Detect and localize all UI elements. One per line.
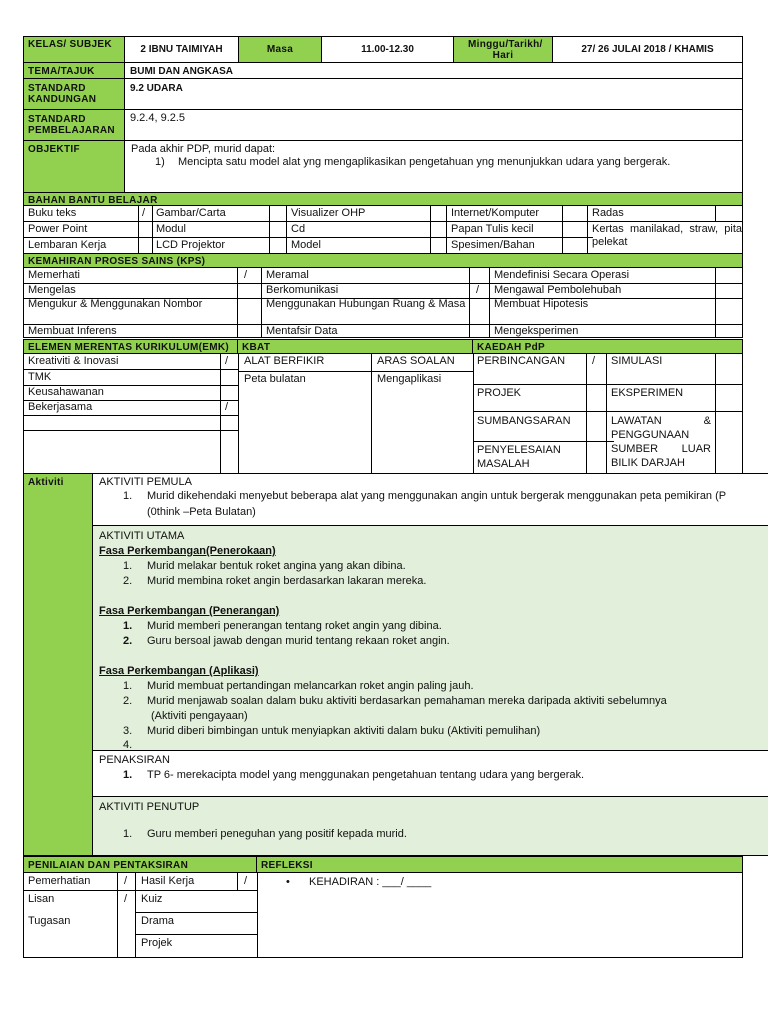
kps-hipotesis: Membuat Hipotesis [494,298,589,310]
fasa3-item: Murid diberi bimbingan untuk menyiapkan aktiviti dalam buku (Aktiviti pemulihan) [147,725,541,737]
bbb-cd: Cd [291,223,306,235]
refleksi-kehadiran: KEHADIRAN : ___/ ____ [309,876,432,888]
penilaian-refleksi-table [23,872,743,958]
penilaian-lisan: Lisan [28,893,55,905]
bbb-power-point: Power Point [28,223,88,235]
fasa3-num: 4. [123,739,133,751]
penilaian-title: PENILAIAN DAN PENTAKSIRAN [23,856,257,873]
penilaian-hasil-mark: / [244,875,248,887]
kps-meramal: Meramal [266,269,309,281]
fasa2-num: 2. [123,635,133,647]
objektif-box [124,140,743,193]
fasa2-item: Murid memberi penerangan tentang roket angin yang dibina. [147,620,442,632]
kaedah-simulasi: SIMULASI [611,355,663,367]
objektif-label: OBJEKTIF [23,140,125,193]
kps-memerhati: Memerhati [28,269,80,281]
fasa1-num: 1. [123,560,133,572]
fasa1-num: 2. [123,575,133,587]
penutup-num: 1. [123,828,133,840]
kbat-aras-label: ARAS SOALAN [377,355,455,367]
bbb-radas: Radas [592,207,624,219]
emk-mark: / [225,401,229,413]
penilaian-projek: Projek [141,937,173,949]
minggu-label: Minggu/Tarikh/ Hari [453,36,553,63]
bbb-gambar: Gambar/Carta [156,207,226,219]
sp-value: 9.2.4, 9.2.5 [124,109,743,141]
kaedah-sumbang: SUMBANGSARAN [477,415,571,427]
tema-value: BUMI DAN ANGKASA [124,62,743,79]
bbb-papan: Papan Tulis kecil [451,223,534,235]
kbat-title: KBAT [237,339,473,354]
objektif-intro: Pada akhir PDP, murid dapat: [131,143,276,155]
fasa1-item: Murid membina roket angin berdasarkan lakaran mereka. [147,575,427,587]
bbb-table [23,205,743,254]
kps-memerhati-mark: / [244,269,248,281]
fasa2-title: Fasa Perkembangan (Penerangan) [99,605,280,617]
kps-berkomunikasi-mark: / [476,284,480,296]
kbat-alat-value: Peta bulatan [244,373,306,385]
masa-label: Masa [238,36,322,63]
penilaian-lisan-mark: / [124,893,128,905]
masa-value: 11.00-12.30 [321,36,454,63]
kps-inferens: Membuat Inferens [28,325,117,337]
fasa1-item: Murid melakar bentuk roket angina yang akan dibina. [147,560,406,572]
penilaian-tugasan: Tugasan [28,915,71,927]
emk-item: TMK [28,371,52,383]
sk-label: STANDARD KANDUNGAN [23,78,125,110]
objektif-item: Mencipta satu model alat yng mengaplikasikan pengetahuan yng menunjukkan udara yang bergerak. [178,156,671,168]
fasa3-item: Murid membuat pertandingan melancarkan roket angin paling jauh. [147,680,474,692]
kaedah-eksperimen: EKSPERIMEN [611,387,684,399]
emk-mark: / [225,355,229,367]
fasa2-num: 1. [123,620,133,632]
fasa2-item: Guru bersoal jawab dengan murid tentang rekaan roket angin. [147,635,450,647]
kelas-label: KELAS/ SUBJEK [23,36,125,63]
bbb-lembaran: Lembaran Kerja [28,239,107,251]
sk-value: 9.2 UDARA [124,78,743,110]
kaedah-title: KAEDAH PdP [472,339,743,354]
penutup-box [92,796,768,856]
kps-mengawal: Mengawal Pembolehubah [494,284,622,296]
penilaian-pemerhatian-mark: / [124,875,128,887]
bbb-internet: Internet/Komputer [451,207,540,219]
kbat-alat-label: ALAT BERFIKIR [244,355,325,367]
penilaian-hasil: Hasil Kerja [141,875,195,887]
penaksiran-item: TP 6- merekacipta model yang menggunakan pengetahuan tentang udara yang bergerak. [147,769,585,781]
bbb-lcd: LCD Projektor [156,239,226,251]
bbb-title: BAHAN BANTU BELAJAR [23,192,743,206]
aktiviti-label: Aktiviti [23,473,93,856]
bbb-kertas: Kertas manilakad, straw, pita pelekat [592,223,742,248]
bbb-buku-teks-mark: / [142,207,146,219]
pemula-title: AKTIVITI PEMULA [99,476,192,488]
fasa3-item-cont: (Aktiviti pengayaan) [151,710,248,722]
penilaian-pemerhatian: Pemerhatian [28,875,91,887]
sp-label: STANDARD PEMBELAJARAN [23,109,125,141]
bullet-icon: • [286,876,290,888]
kaedah-penyelesaian: PENYELESAIAN MASALAH [477,444,561,470]
kps-mentafsir: Mentafsir Data [266,325,338,337]
kps-mengukur: Mengukur & Menggunakan Nombor [28,298,203,310]
bbb-buku-teks: Buku teks [28,207,77,219]
emk-item: Kreativiti & Inovasi [28,355,119,367]
fasa1-title: Fasa Perkembangan(Penerokaan) [99,545,276,557]
penaksiran-title: PENAKSIRAN [99,754,170,766]
bbb-modul: Modul [156,223,186,235]
kaedah-lawatan: LAWATAN & PENGGUNAAN SUMBER LUAR BILIK DARJAH [611,415,711,469]
emk-title: ELEMEN MERENTAS KURIKULUM(EMK) [23,339,238,354]
fasa3-num: 2. [123,695,133,707]
kps-hubungan: Menggunakan Hubungan Ruang & Masa [266,298,466,310]
penutup-title: AKTIVITI PENUTUP [99,801,200,813]
pemula-num: 1. [123,490,133,502]
refleksi-title: REFLEKSI [256,856,743,873]
utama-title: AKTIVITI UTAMA [99,530,185,542]
bbb-spesimen: Spesimen/Bahan [451,239,535,251]
kaedah-projek: PROJEK [477,387,522,399]
emk-kbat-kaedah-table [23,353,743,474]
kps-mengeksperimen: Mengeksperimen [494,325,579,337]
kps-title: KEMAHIRAN PROSES SAINS (KPS) [23,253,743,268]
fasa3-num: 3. [123,725,133,737]
bbb-model: Model [291,239,321,251]
kbat-aras-value: Mengaplikasi [377,373,442,385]
objektif-num: 1) [155,156,165,168]
fasa3-item: Murid menjawab soalan dalam buku aktiviti berdasarkan pemahaman mereka daripada aktiviti sebelumnya [147,695,667,707]
kelas-value: 2 IBNU TAIMIYAH [124,36,239,63]
penaksiran-box [92,750,768,797]
kps-table [23,267,743,338]
bbb-visualizer: Visualizer OHP [291,207,366,219]
kps-mendefinisi: Mendefinisi Secara Operasi [494,269,630,281]
penilaian-kuiz: Kuiz [141,893,163,905]
penaksiran-num: 1. [123,769,133,781]
kps-mengelas: Mengelas [28,284,76,296]
pemula-text-cont: (0think –Peta Bulatan) [147,506,256,518]
emk-item: Bekerjasama [28,401,93,413]
pemula-text: Murid dikehendaki menyebut beberapa alat yang menggunakan angin untuk bergerak menggunakan peta pemikiran (P [147,490,727,502]
fasa3-num: 1. [123,680,133,692]
aktiviti-utama-box [92,525,768,751]
penilaian-drama: Drama [141,915,175,927]
kps-berkomunikasi: Berkomunikasi [266,284,339,296]
emk-item: Keusahawanan [28,386,104,398]
aktiviti-pemula-box [92,473,768,526]
minggu-value: 27/ 26 JULAI 2018 / KHAMIS [552,36,743,63]
tema-label: TEMA/TAJUK [23,62,125,79]
penutup-item: Guru memberi peneguhan yang positif kepada murid. [147,828,407,840]
kaedah-perbincangan: PERBINCANGAN [477,355,566,367]
kaedah-perbincangan-mark: / [592,355,596,367]
fasa3-title: Fasa Perkembangan (Aplikasi) [99,665,259,677]
